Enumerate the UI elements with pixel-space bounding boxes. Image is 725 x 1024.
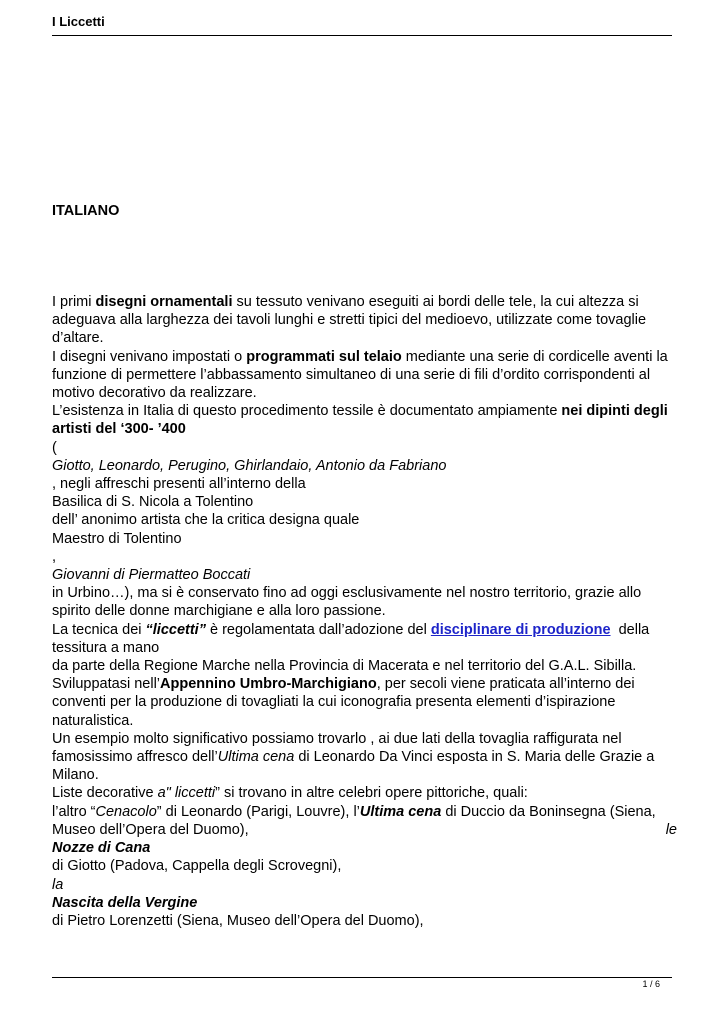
paragraph [52,803,677,839]
text: di Duccio da Boninsegna (Siena, Museo dell’Opera del Duomo), [52,803,656,838]
disciplinare-link[interactable]: disciplinare di produzione [430,621,611,638]
paragraph [52,675,677,730]
text: Un esempio molto significativo possiamo trovarlo , ai due lati della tovaglia raffigurata nel famosissimo affresco dell’ [52,730,622,766]
text: l’altro “ [52,803,96,820]
text: I primi [52,294,96,310]
line [52,894,677,912]
bold-italic-text: Nascita della Vergine [52,894,198,911]
line: di Pietro Lorenzetti (Siena, Museo dell’Opera del Duomo), [52,912,424,929]
italic-text: Giotto, Leonardo, Perugino, Ghirlandaio, Antonio da Fabriano [52,457,447,474]
text: , per secoli viene praticata all’interno dei conventi per la produzione di tovagliati la cui iconografia presenta elementi d’ispirazione naturalistica. [52,676,635,729]
text: Liste decorative [52,785,158,802]
paragraph [52,621,677,657]
line: , [52,548,57,565]
header-divider [52,35,672,36]
text: L’esistenza in Italia di questo procedimento tessile è documentato ampiamente [52,403,562,420]
paragraph [52,784,677,802]
bold-italic-text: Nozze di Cana [52,840,151,857]
document-title: I Liccetti [52,14,105,29]
text: I disegni venivano impostati o [52,348,247,365]
line: dell’ anonimo artista che la critica designa quale [52,512,360,529]
text: mediante una serie di cordicelle aventi la funzione di permettere l’abbassamento simultaneo di una serie di fili d’ordito corrispondenti al motivo decorativo da realizzare. [52,348,668,402]
line [52,839,677,857]
text: su tessuto venivano eseguiti ai bordi delle tele, la cui altezza si adeguava alla larghezza dei tavoli lunghi e stretti tipici del medioevo, utilizzate come tovaglie d’altare. [52,294,647,347]
bold-text: Appennino Umbro-Marchigiano [160,676,377,693]
paragraph [52,730,677,785]
line: di Giotto (Padova, Cappella degli Scrovegni), [52,858,342,875]
bold-italic-text: “liccetti” [145,621,206,638]
bold-text: disegni ornamentali [95,294,233,310]
bold-text: nei dipinti degli artisti del ‘300- ’400 [52,403,668,438]
line: , negli affreschi presenti all’interno della [52,476,306,493]
line [52,566,677,584]
paragraph [52,402,677,438]
paragraph [52,348,677,403]
bold-text: programmati sul telaio [246,348,402,365]
text: Sviluppatasi nell’ [52,676,161,693]
italic-text: a" liccetti [157,785,216,802]
text: La tecnica dei [52,621,146,638]
text: ” di Leonardo (Parigi, Louvre), l’ [156,803,360,820]
bold-italic-text: Ultima cena [359,803,442,820]
section-heading: ITALIANO [52,203,120,219]
italic-text: le [665,821,677,838]
paragraph: da parte della Regione Marche nella Provincia di Macerata e nel territorio del G.A.L. Sibilla. [52,658,637,675]
line [52,457,677,475]
page-number: 1 / 6 [642,979,660,989]
paragraph: in Urbino…), ma si è conservato fino ad oggi esclusivamente nel nostro territorio, grazie allo spirito delle donne marchigiane e alla loro passione. [52,585,642,620]
line: Basilica di S. Nicola a Tolentino [52,494,254,511]
italic-text: Giovanni di Piermatteo Boccati [52,567,251,584]
paragraph [52,293,677,348]
line: Maestro di Tolentino [52,530,182,547]
text: della tessitura a mano [52,621,654,656]
footer-divider [52,977,672,978]
line [52,876,677,894]
document-body [52,293,677,930]
italic-text: Ultima cena [217,749,295,766]
line: ( [52,439,57,456]
text: ” si trovano in altre celebri opere pittoriche, quali: [215,785,528,802]
italic-text: la [52,876,64,893]
italic-text: Cenacolo [95,803,157,820]
text: è regolamentata dall’adozione del [205,621,431,638]
text: di Leonardo Da Vinci esposta in S. Maria delle Grazie a Milano. [52,749,655,784]
